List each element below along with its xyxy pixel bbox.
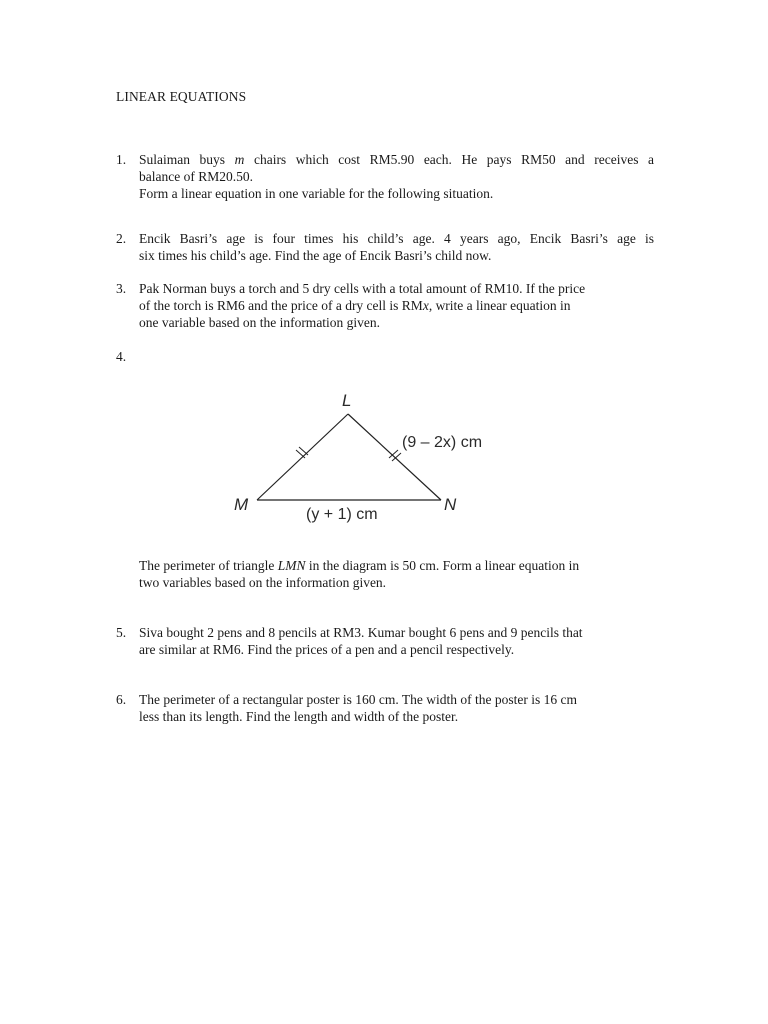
side-ml <box>257 414 348 500</box>
question-number: 1. <box>116 152 127 167</box>
vertex-label-n: N <box>444 495 457 514</box>
tick-mark-ml <box>296 447 308 458</box>
variable: LMN <box>277 558 306 573</box>
question-line: Pak Norman buys a torch and 5 dry cells with a total amount of RM10. If the price <box>139 281 586 296</box>
text-run: , write a linear equation in <box>428 298 571 313</box>
variable: m <box>234 152 245 167</box>
question-body <box>139 230 654 264</box>
question-line <box>139 297 654 314</box>
text-run: Sulaiman buys <box>139 152 235 167</box>
variable: x <box>422 298 429 313</box>
question-line: Siva bought 2 pens and 8 pencils at RM3. Kumar bought 6 pens and 9 pencils that <box>139 625 583 640</box>
question-line: balance of RM20.50. <box>139 169 253 184</box>
side-ln-length-label: (9 – 2x) cm <box>402 434 483 451</box>
question-body <box>139 280 654 331</box>
question-line: The perimeter of a rectangular poster is 160 cm. The width of the poster is 16 cm <box>139 692 577 707</box>
question-number: 4. <box>116 349 127 364</box>
question-6 <box>116 691 654 725</box>
question-line: one variable based on the information given. <box>139 315 381 330</box>
vertex-label-m: M <box>234 495 249 514</box>
question-number: 5. <box>116 625 127 640</box>
question-body <box>139 624 654 658</box>
question-line: two variables based on the information given. <box>139 575 387 590</box>
question-line: Encik Basri’s age is four times his child’s age. 4 years ago, Encik Basri’s age is <box>139 231 654 246</box>
side-ln <box>348 414 441 500</box>
question-body <box>139 691 654 725</box>
question-body <box>139 151 654 202</box>
question-line <box>139 151 654 168</box>
question-line: Form a linear equation in one variable for the following situation. <box>139 186 494 201</box>
text-run: chairs which cost RM5.90 each. He pays RM50 and receives a <box>244 152 655 167</box>
question-4-caption <box>116 557 654 591</box>
vertex-label-l: L <box>342 391 352 410</box>
question-line: less than its length. Find the length and width of the poster. <box>139 709 459 724</box>
question-body <box>139 557 654 591</box>
question-number: 3. <box>116 281 127 296</box>
text-run: The perimeter of triangle <box>139 558 278 573</box>
question-5 <box>116 624 654 658</box>
question-line <box>139 557 654 574</box>
side-mn-length-label: (y + 1) cm <box>306 506 378 523</box>
text-run: of the torch is RM6 and the price of a dry cell is RM <box>139 298 423 313</box>
tick-mark-ln <box>389 450 401 461</box>
question-number: 2. <box>116 231 127 246</box>
worksheet-title: LINEAR EQUATIONS <box>116 89 247 104</box>
question-3 <box>116 280 654 331</box>
question-1 <box>116 151 654 202</box>
question-line: six times his child’s age. Find the age of Encik Basri’s child now. <box>139 248 492 263</box>
text-run: in the diagram is 50 cm. Form a linear equation in <box>305 558 580 573</box>
question-number: 6. <box>116 692 127 707</box>
triangle-lmn-diagram <box>226 386 516 526</box>
question-line: are similar at RM6. Find the prices of a pen and a pencil respectively. <box>139 642 515 657</box>
question-2 <box>116 230 654 264</box>
